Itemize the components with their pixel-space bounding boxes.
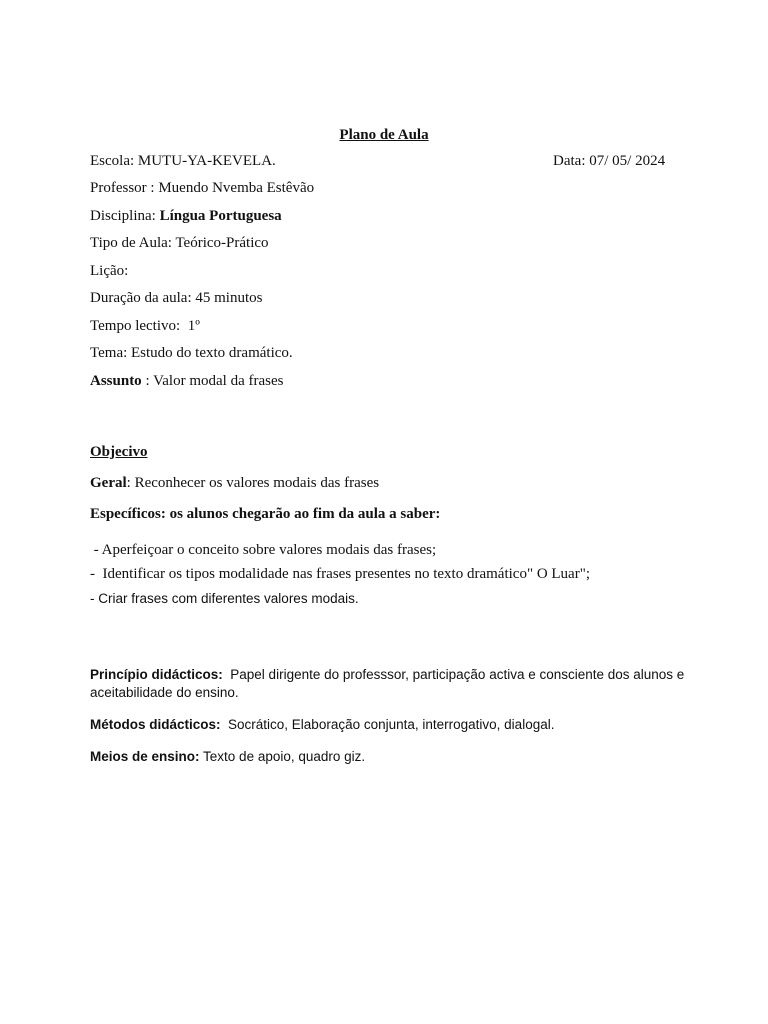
principio-paragraph [90,666,690,702]
metodos-line [90,716,554,734]
date-value: 07/ 05/ 2024 [589,153,666,169]
escola-value: MUTU-YA-KEVELA. [137,153,276,169]
tema-line [90,344,293,362]
geral-label: Geral [90,475,127,491]
assunto-value: : Valor modal da frases [141,373,284,389]
licao-label: Lição: [90,263,129,279]
duracao-label: Duração da aula: [90,290,196,306]
metodos-value: Socrático, Elaboração conjunta, interrogativo, dialogal. [220,717,555,732]
licao-line [90,262,128,280]
date-label: Data: [553,153,590,169]
tipo-aula-line [90,234,269,252]
especificos-value: : os alunos chegarão ao fim da aula a saber: [160,506,441,522]
duracao-value: 45 minutos [195,290,263,306]
tempo-label: Tempo lectivo: [90,318,188,334]
disciplina-value: Língua Portuguesa [159,208,282,224]
objectivo-item: - Identificar os tipos modalidade nas frases presentes no texto dramático" O Luar"; [90,566,591,582]
professor-line [90,179,314,197]
tema-label: Tema: [90,345,132,361]
disciplina-line [90,207,282,225]
metodos-label: Métodos didácticos: [90,717,221,732]
meios-label: Meios de ensino: [90,749,200,764]
objectivo-item: - Criar frases com diferentes valores modais. [90,591,359,606]
page-title: Plano de Aula [339,127,429,143]
principio-label: Princípio didácticos: [90,667,223,682]
objectivo-heading-text: Objecivo [90,444,148,460]
principio-value: Papel dirigente do professsor, participação activa e consciente dos alunos e aceitabilidade do ensino. [90,667,689,700]
disciplina-label: Disciplina: [90,208,160,224]
tipo-aula-value: Teórico-Prático [175,235,269,251]
duracao-line [90,289,262,307]
date-line [553,152,665,170]
tipo-aula-label: Tipo de Aula: [90,235,176,251]
tempo-value: 1º [187,318,200,334]
escola-label: Escola: [90,153,138,169]
geral-value: : Reconhecer os valores modais das frases [126,475,380,491]
professor-value: Muendo Nvemba Estêvão [158,180,315,196]
objectivo-item: - Aperfeiçoar o conceito sobre valores modais das frases; [90,542,437,558]
tema-value: Estudo do texto dramático. [131,345,293,361]
assunto-line [90,372,283,390]
professor-label: Professor : [90,180,159,196]
tempo-line [90,317,200,335]
meios-line [90,748,365,766]
meios-value: Texto de apoio, quadro giz. [199,749,366,764]
escola-line [90,152,276,170]
especificos-line [90,505,440,523]
especificos-label: Específicos [90,506,161,522]
assunto-label: Assunto [90,373,142,389]
geral-line [90,474,379,492]
objectivo-heading [90,443,148,461]
